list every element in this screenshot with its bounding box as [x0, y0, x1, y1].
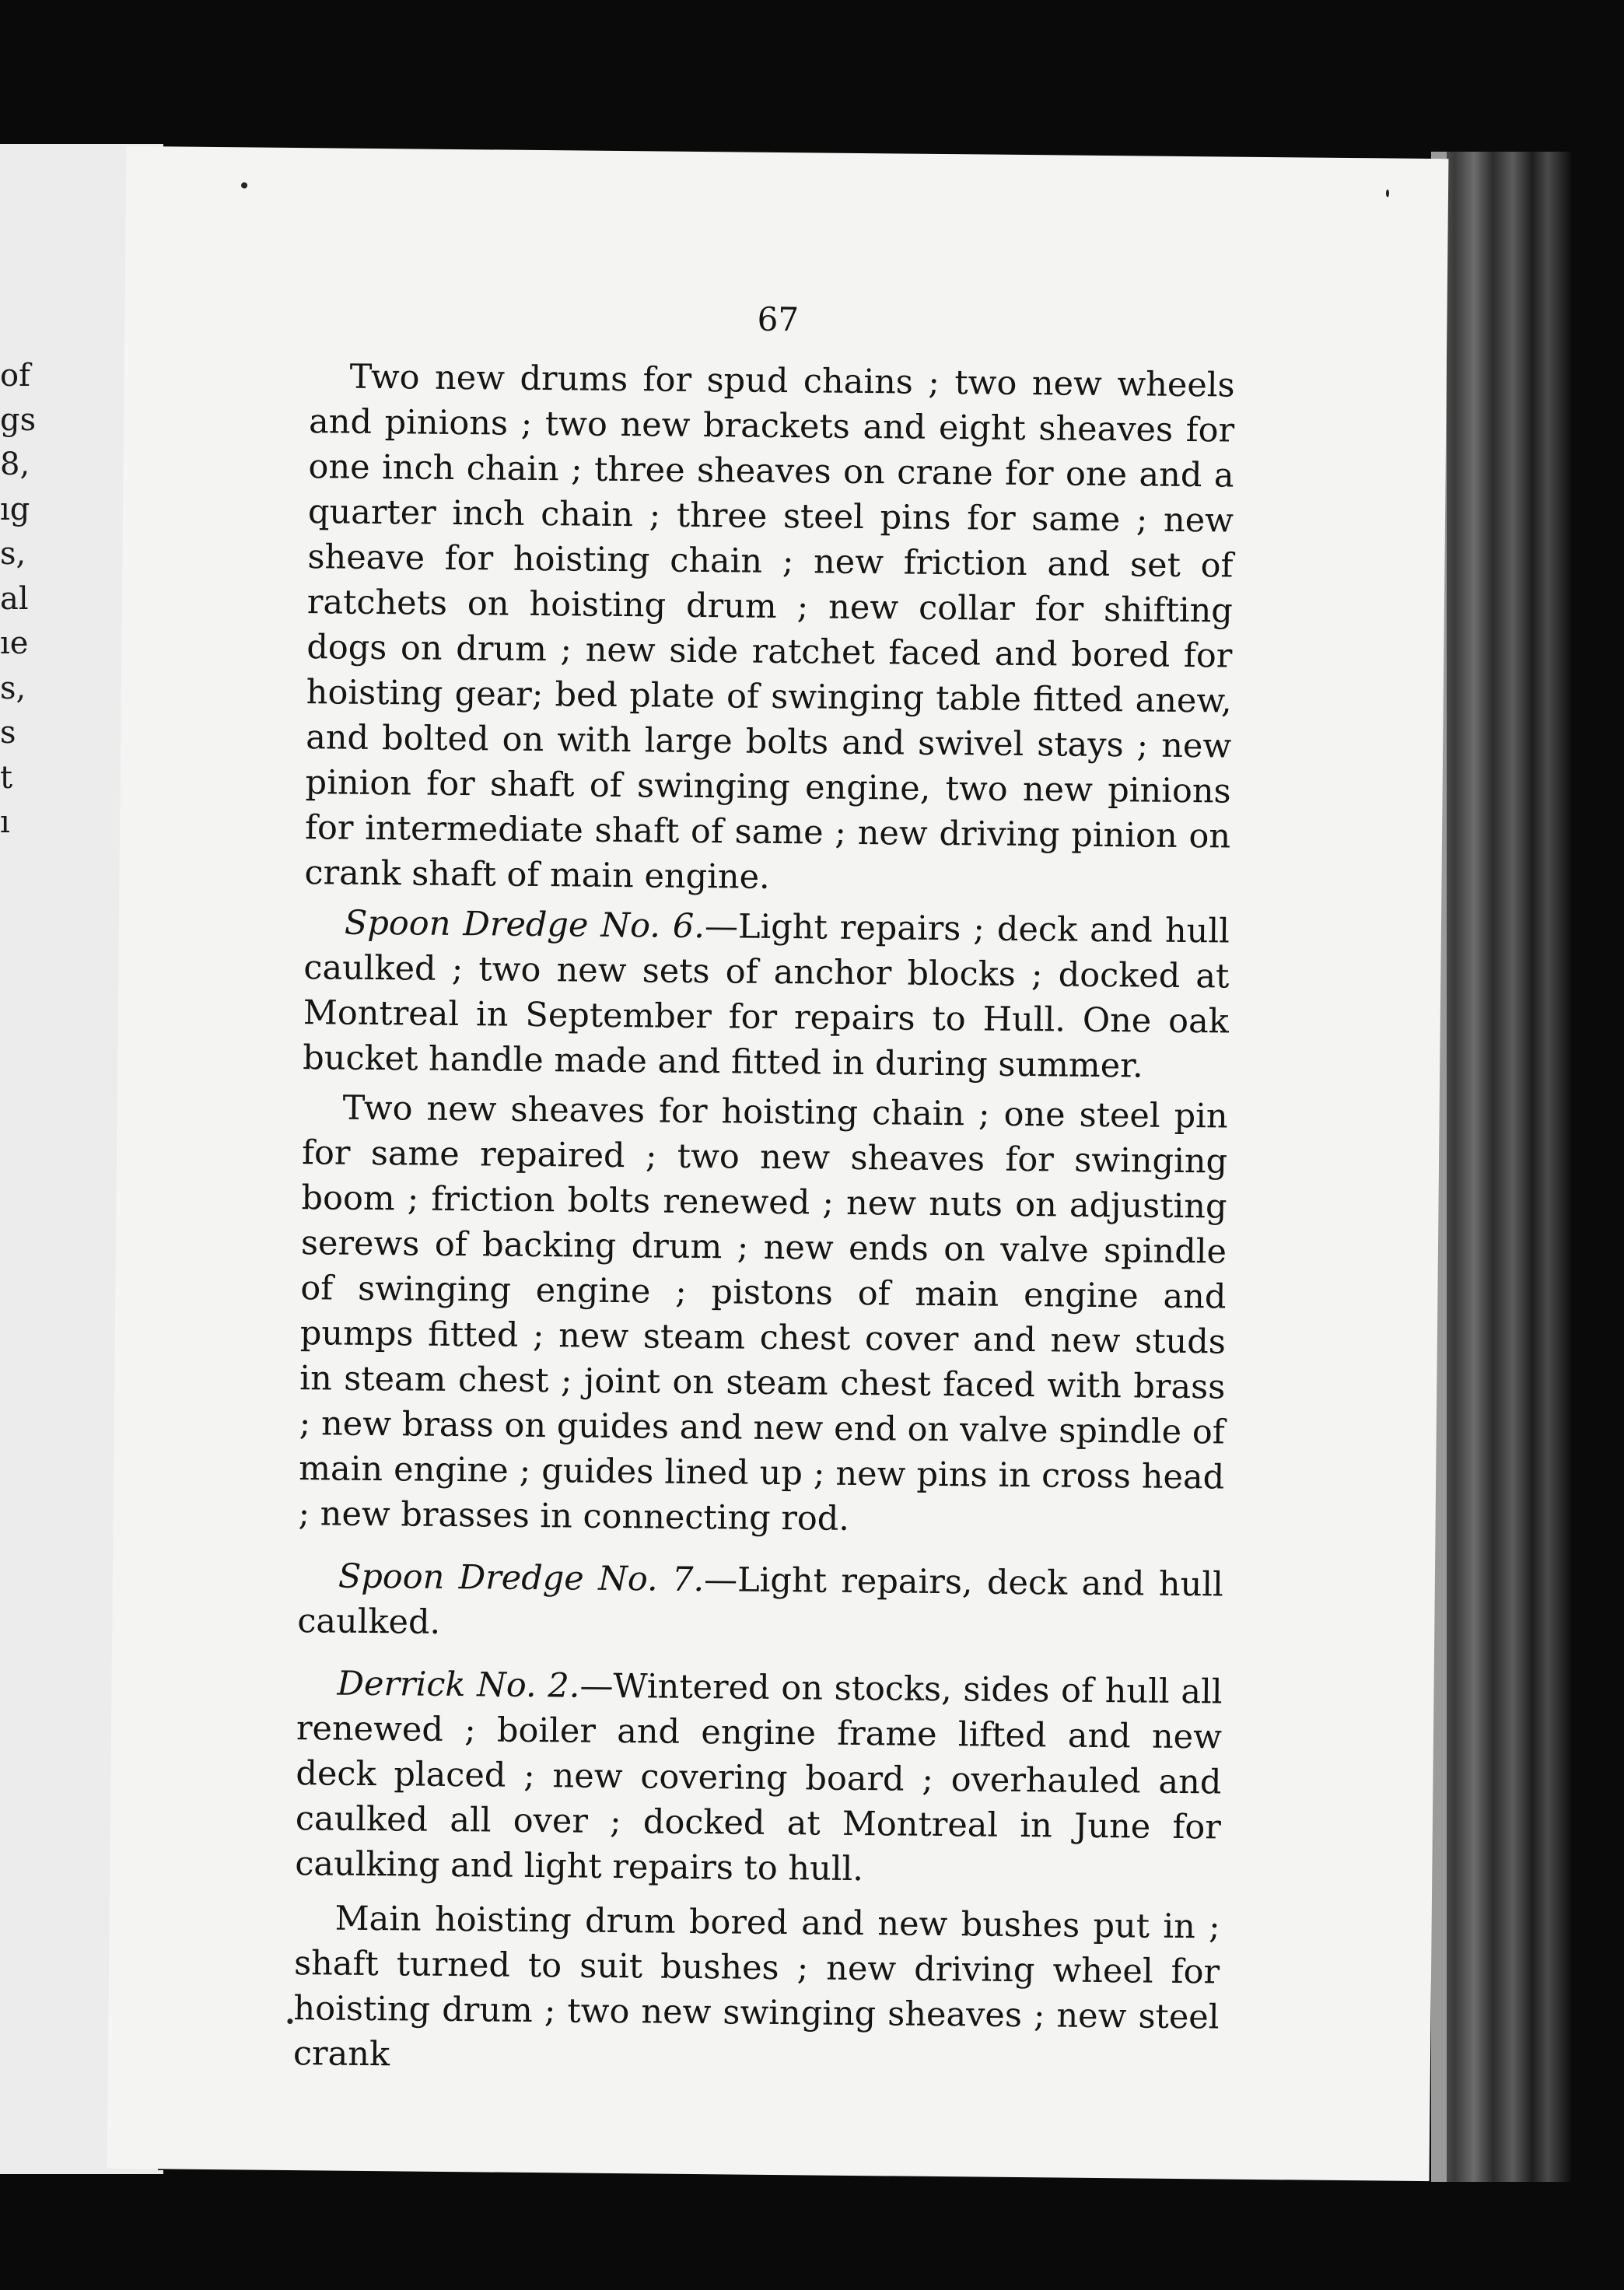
- page-body: [293, 354, 1235, 2085]
- paragraph-body: Two new sheaves for hoisting chain ; one steel pin for same repaired ; two new sheaves for swinging boom ; friction bolts renewed ; new nuts on adjusting serews of backing drum ; new ends on valve spindle of swinging engine ; pistons of main engine and pumps fitted ; new steam chest cover and new studs in steam chest ; joint on steam chest faced with brass ; new brass on guides and new end on valve spindle of main engine ; guides lined up ; new pins in cross head ; new brasses in connecting rod.: [298, 1088, 1228, 1539]
- paragraph: [295, 1661, 1223, 1895]
- book-page: [107, 146, 1449, 2181]
- paragraph-body: —Light repairs, deck and hull caulked.: [297, 1560, 1224, 1642]
- facing-page-fragment: gs: [0, 402, 37, 438]
- facing-page-fragment: ıg: [0, 492, 30, 527]
- facing-page-fragment: al: [0, 581, 29, 617]
- page-number: 67: [757, 299, 800, 339]
- paragraph: [293, 1896, 1220, 2085]
- paragraph-body: —Light repairs ; deck and hull caulked ; two new sets of anchor blocks ; docked at Montreal in September for repairs to Hull. One oak bucket handle made and fitted in during summer.: [303, 907, 1230, 1086]
- page-speck: [1386, 189, 1389, 197]
- paragraph-body: Main hoisting drum bored and new bushes put in ; shaft turned to suit bushes ; new driving wheel for hoisting drum ; two new swinging sheaves ; new steel crank: [292, 1899, 1220, 2075]
- page-speck: [241, 182, 247, 188]
- paragraph: [304, 354, 1235, 904]
- page-stack-edges: [1431, 152, 1571, 2182]
- paragraph-lead: Spoon Dredge No. 6.: [344, 903, 705, 947]
- facing-page-fragment: 8,: [0, 446, 30, 482]
- paragraph: [303, 900, 1230, 1089]
- paragraph-body: Two new drums for spud chains ; two new wheels and pinions ; two new brackets and eight sheaves for one inch chain ; three sheaves on crane for one and a quarter inch chain ; three steel pins for same ; new sheave for hoisting chain ; new friction and set of ratchets on hoisting drum ; new collar for shifting dogs on drum ; new side ratchet faced and bored for hoisting gear; bed plate of swinging table fitted anew, and bolted on with large bolts and swivel stays ; new pinion for shaft of swinging engine, two new pinions for intermediate shaft of same ; new driving pinion on crank shaft of main engine.: [304, 357, 1235, 897]
- paragraph-lead: Derrick No. 2.: [337, 1664, 580, 1706]
- paragraph: [298, 1085, 1228, 1545]
- facing-page-fragment: s: [0, 715, 16, 751]
- paragraph-lead: Spoon Dredge No. 7.: [338, 1556, 705, 1600]
- facing-page-fragment: s,: [0, 671, 26, 706]
- paragraph: [297, 1553, 1223, 1652]
- facing-page-fragment: of: [0, 358, 30, 394]
- paragraph-body: —Wintered on stocks, sides of hull all renewed ; boiler and engine frame lifted and new deck placed ; new covering board ; overhauled and caulked all over ; docked at Montreal in June for caulking and light repairs to hull.: [295, 1666, 1223, 1889]
- page-speck: [287, 2019, 292, 2024]
- facing-page-fragment: ıe: [0, 625, 29, 661]
- facing-page-fragment: s,: [0, 536, 26, 572]
- facing-page-fragment: ı: [0, 804, 10, 840]
- facing-page-fragment: t: [0, 760, 13, 796]
